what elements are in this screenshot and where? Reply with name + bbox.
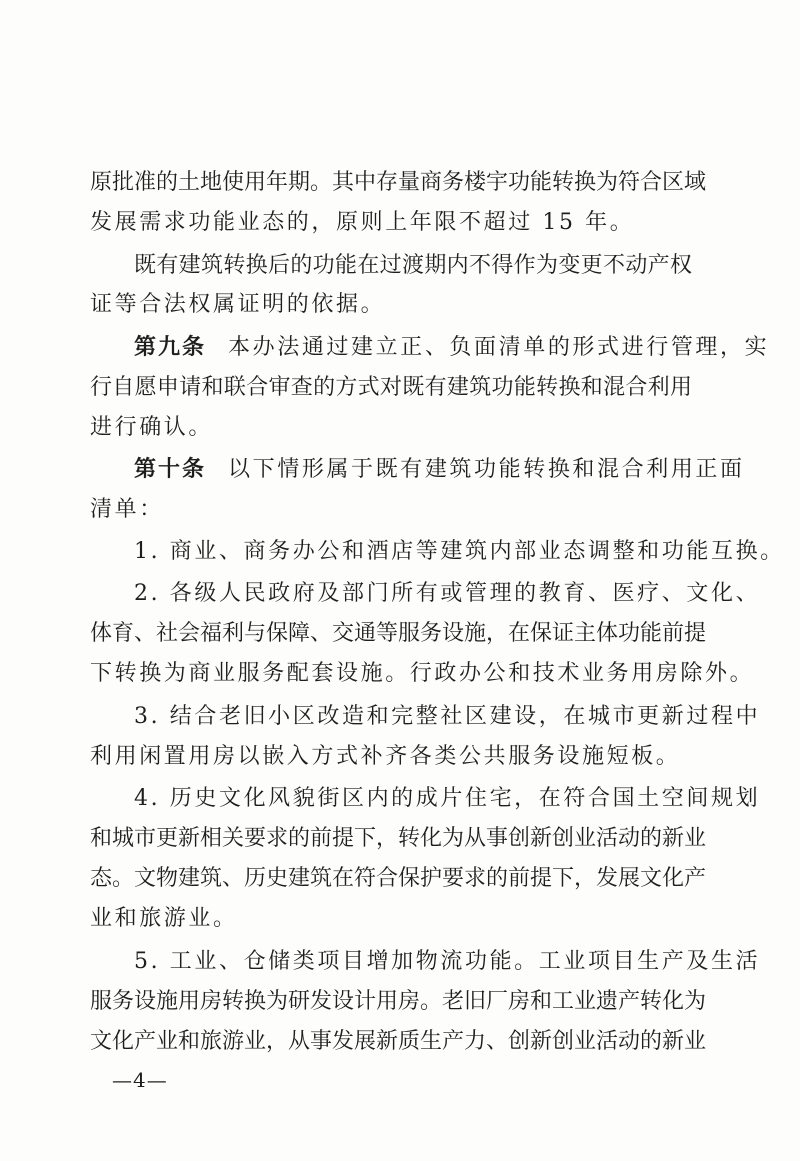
text-line: 文化产业和旅游业，从事发展新质生产力、创新创业活动的新业 bbox=[90, 1029, 707, 1054]
text-line: 和城市更新相关要求的前提下，转化为从事创新创业活动的新业 bbox=[90, 826, 707, 851]
text-line: 业和旅游业。 bbox=[90, 906, 238, 931]
text-line: 利用闲置用房以嵌入方式补齐各类公共服务设施短板。 bbox=[90, 744, 681, 769]
list-item-1: 1. 商业、商务办公和酒店等建筑内部业态调整和功能互换。 bbox=[134, 539, 785, 564]
text-line: 态。文物建筑、历史建筑在符合保护要求的前提下，发展文化产 bbox=[90, 866, 707, 891]
article-heading: 第十条 bbox=[134, 457, 207, 482]
text-line: 体育、社会福利与保障、交通等服务设施，在保证主体功能前提 bbox=[90, 621, 707, 646]
text-line: 既有建筑转换后的功能在过渡期内不得作为变更不动产权 bbox=[134, 253, 692, 278]
article-ten-line bbox=[134, 450, 745, 490]
text-line: 原批准的土地使用年期。其中存量商务楼宇功能转换为符合区域 bbox=[90, 170, 707, 195]
text-line: 以下情形属于既有建筑功能转换和混合利用正面 bbox=[228, 457, 745, 482]
text-line: 证等合法权属证明的依据。 bbox=[90, 292, 386, 317]
list-item-4: 4. 历史文化风貌街区内的成片住宅，在符合国土空间规划 bbox=[134, 786, 761, 811]
list-item-3: 3. 结合老旧小区改造和完整社区建设，在城市更新过程中 bbox=[134, 704, 761, 729]
text-line: 发展需求功能业态的，原则上年限不超过 15 年。 bbox=[90, 210, 635, 235]
list-item-5: 5. 工业、仓储类项目增加物流功能。工业项目生产及生活 bbox=[134, 949, 761, 974]
article-nine-line bbox=[134, 328, 770, 368]
text-line: 进行确认。 bbox=[90, 415, 214, 440]
text-line: 行自愿申请和联合审查的方式对既有建筑功能转换和混合利用 bbox=[90, 375, 692, 400]
text-line: 清单： bbox=[90, 497, 164, 522]
list-item-2: 2. 各级人民政府及部门所有或管理的教育、医疗、文化、 bbox=[134, 581, 761, 606]
article-heading: 第九条 bbox=[134, 335, 207, 360]
text-line: 本办法通过建立正、负面清单的形式进行管理，实 bbox=[228, 335, 770, 360]
page-number: —4— bbox=[112, 1068, 168, 1092]
text-line: 服务设施用房转换为研发设计用房。老旧厂房和工业遗产转化为 bbox=[90, 989, 707, 1014]
text-line: 下转换为商业服务配套设施。行政办公和技术业务用房除外。 bbox=[90, 661, 755, 686]
